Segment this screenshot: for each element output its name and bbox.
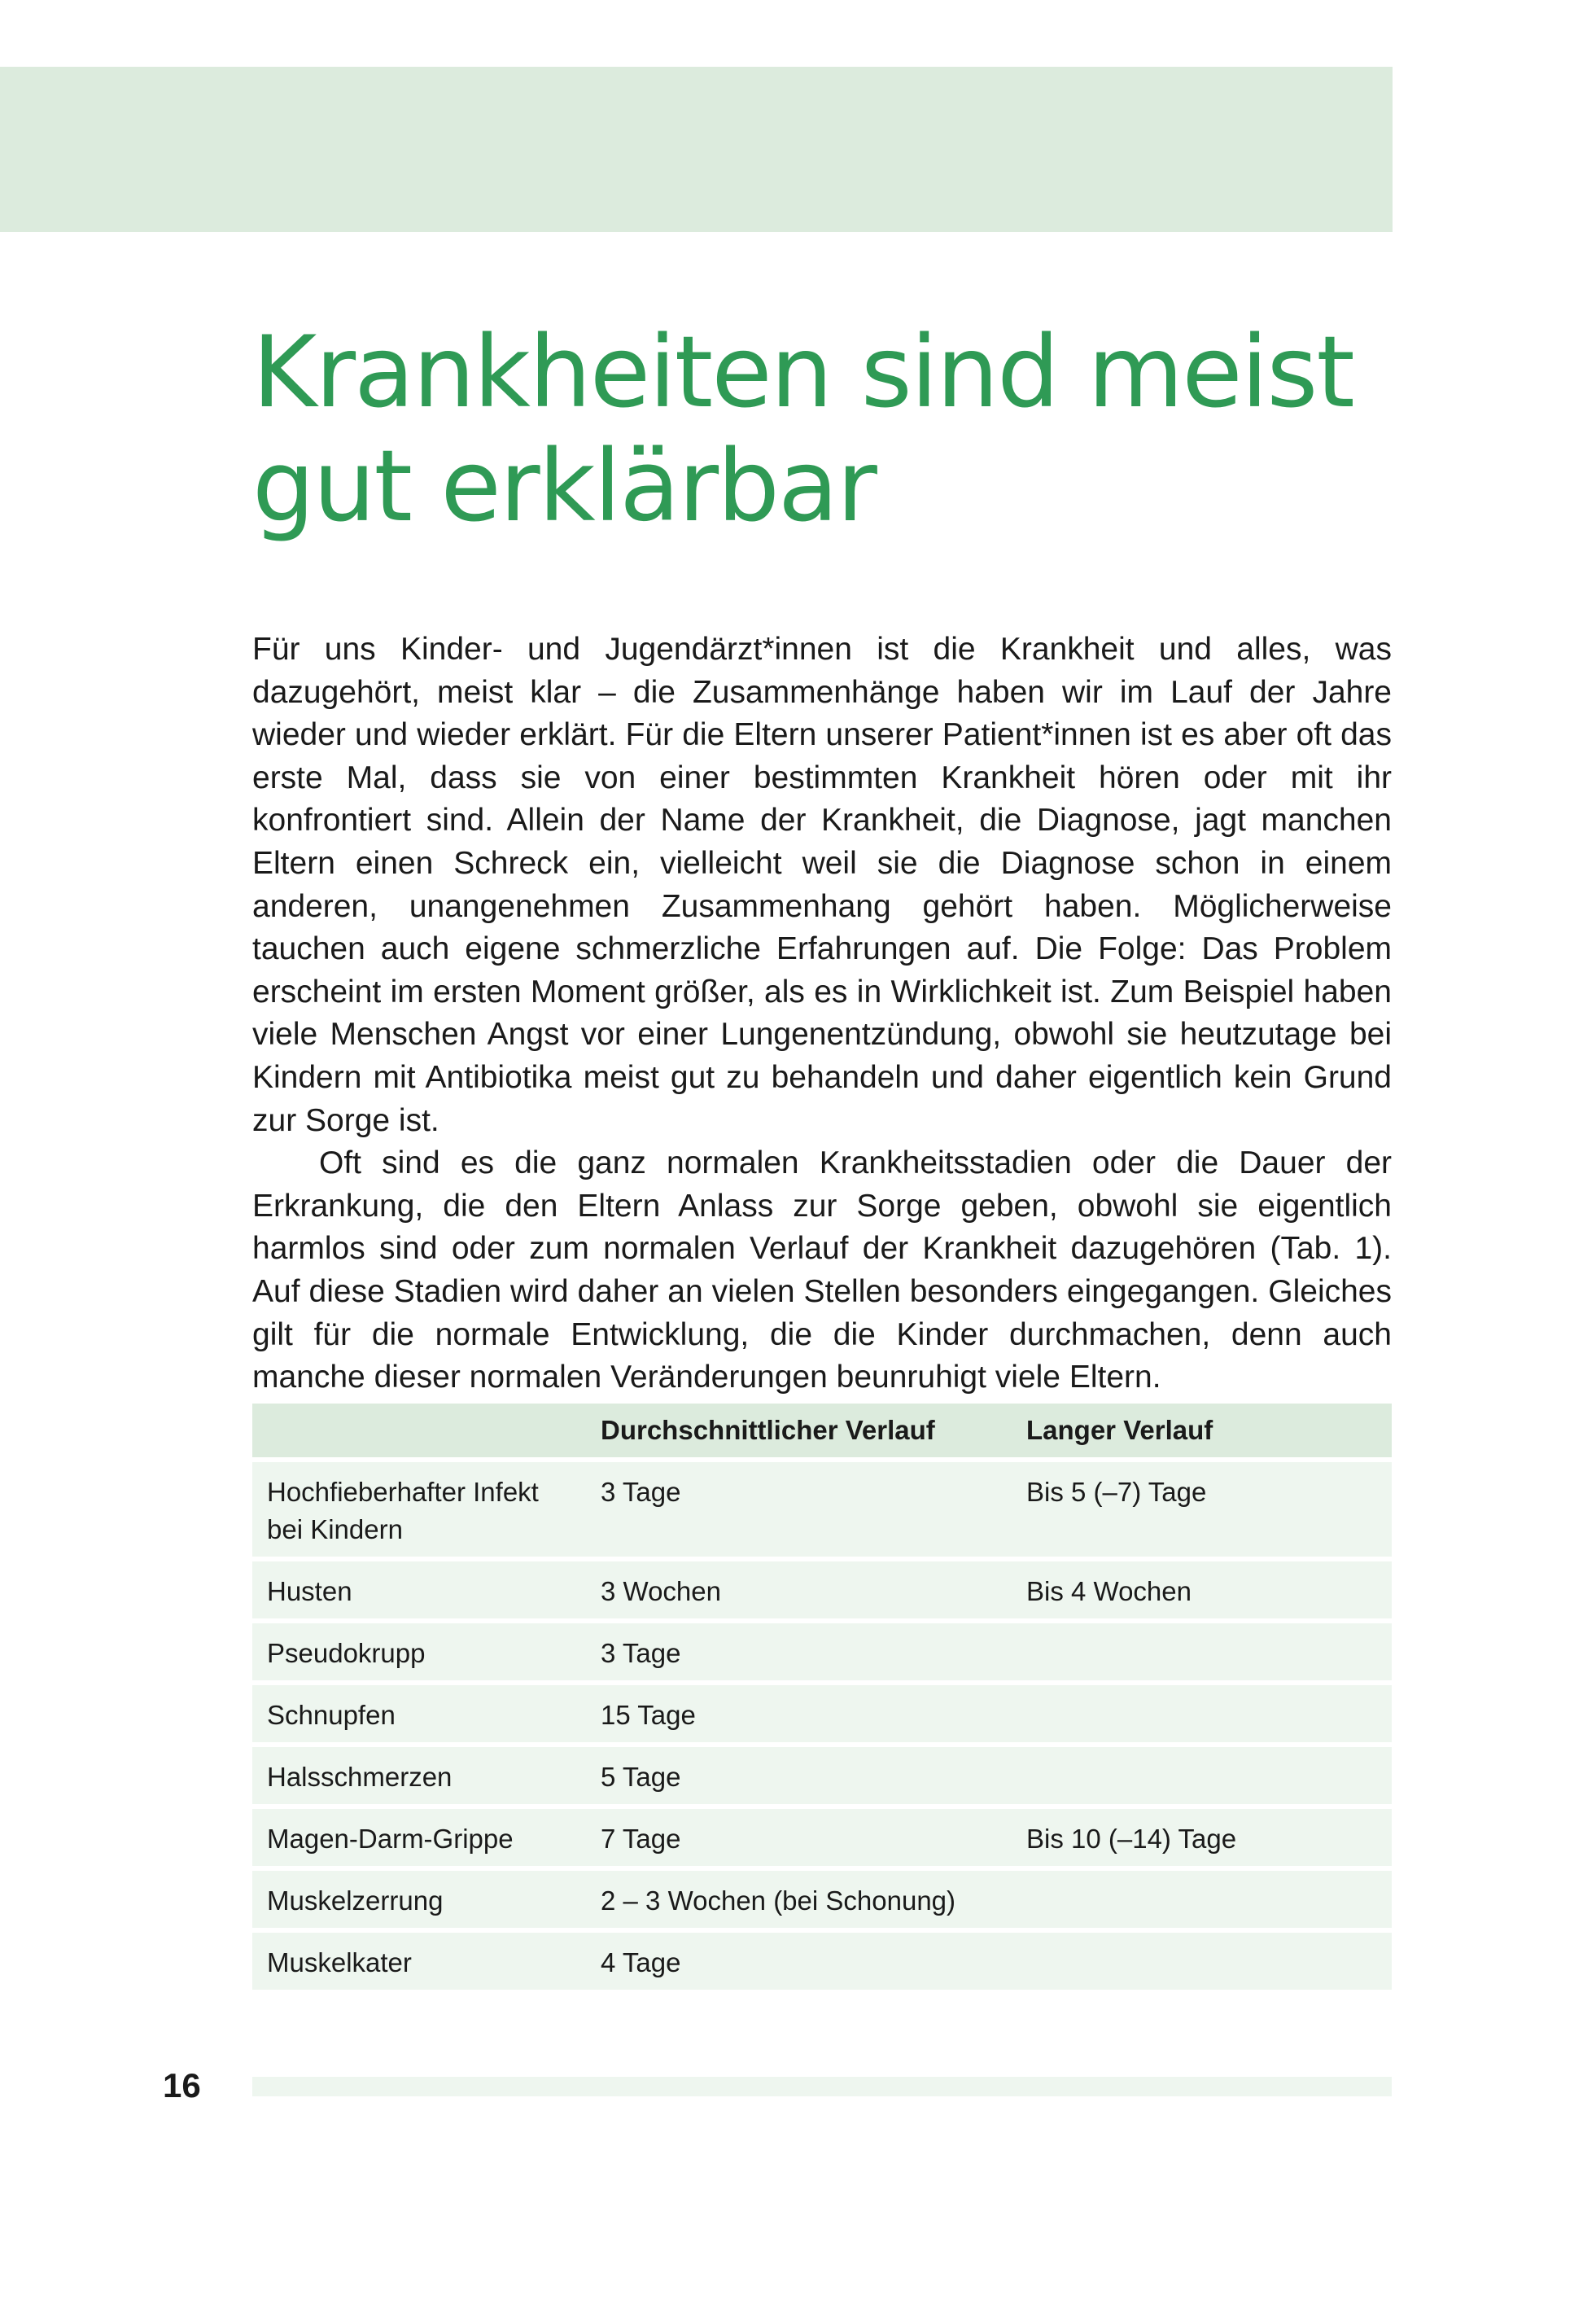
table-cell-illness: Hochfieberhafter Infekt bei Kindern <box>252 1462 586 1557</box>
table-cell-average: 7 Tage <box>586 1809 1012 1866</box>
table-row <box>252 1747 1392 1804</box>
table-cell-illness: Magen-Darm-Grippe <box>252 1809 586 1866</box>
table-row <box>252 1623 1392 1680</box>
table-cell-illness: Muskelkater <box>252 1933 586 1990</box>
table-cell-average: 3 Tage <box>586 1462 1012 1557</box>
table-cell-long <box>1012 1871 1392 1928</box>
page-title <box>252 316 1392 544</box>
table-cell-average: 5 Tage <box>586 1747 1012 1804</box>
table-cell-long <box>1012 1623 1392 1680</box>
footer-bar <box>252 2077 1392 2096</box>
paragraph-2: Oft sind es die ganz normalen Krankheitsstadien oder die Dauer der Erkrankung, die den Eltern Anlass zur Sorge geben, obwohl sie eigentlich harmlos sind oder zum normalen Verlauf der Krankheit dazugehören (Tab. 1). Auf diese Stadien wird daher an vielen Stellen besonders eingegangen. Gleiches gilt für die normale Entwicklung, die die Kinder durchmachen, denn auch manche dieser normalen Veränderungen beunruhigt viele Eltern. <box>252 1145 1392 1395</box>
table-cell-long <box>1012 1747 1392 1804</box>
table-row <box>252 1809 1392 1866</box>
table-cell-illness: Halsschmerzen <box>252 1747 586 1804</box>
table-row <box>252 1685 1392 1742</box>
table-cell-illness: Husten <box>252 1561 586 1618</box>
table-header-illness <box>252 1404 586 1457</box>
table-row <box>252 1462 1392 1557</box>
table-header-long-course: Langer Verlauf <box>1012 1404 1392 1457</box>
table-cell-average: 3 Tage <box>586 1623 1012 1680</box>
page-number: 16 <box>163 2066 201 2104</box>
body-text <box>252 628 1392 1399</box>
page-title-line-2: gut erklärbar <box>252 429 876 544</box>
table-cell-average: 15 Tage <box>586 1685 1012 1742</box>
table-cell-average: 4 Tage <box>586 1933 1012 1990</box>
table-row <box>252 1561 1392 1618</box>
table-cell-long: Bis 4 Wochen <box>1012 1561 1392 1618</box>
table-cell-long <box>1012 1685 1392 1742</box>
paragraph-1: Für uns Kinder- und Jugendärzt*innen ist die Krankheit und alles, was dazugehört, meist klar – die Zusammenhänge haben wir im Lauf der Jahre wieder und wieder erklärt. Für die Eltern unserer Patient*innen ist es aber oft das erste Mal, dass sie von einer bestimmten Krankheit hören oder mit ihr konfrontiert sind. Allein der Name der Krankheit, die Diagnose, jagt manchen Eltern einen Schreck ein, vielleicht weil sie die Diagnose schon in einem anderen, unangenehmen Zusammenhang gehört haben. Möglicherweise tauchen auch eigene schmerzliche Erfahrungen auf. Die Folge: Das Problem erscheint im ersten Moment größer, als es in Wirklichkeit ist. Zum Beispiel haben viele Menschen Angst vor einer Lungenentzündung, obwohl sie heutzutage bei Kindern mit Antibiotika meist gut zu behandeln und daher eigentlich kein Grund zur Sorge ist. <box>252 632 1392 1138</box>
header-band <box>0 67 1393 232</box>
page-title-line-1: Krankheiten sind meist <box>252 315 1353 430</box>
table-cell-illness: Schnupfen <box>252 1685 586 1742</box>
table-cell-long: Bis 5 (–7) Tage <box>1012 1462 1392 1557</box>
table-header-row <box>252 1404 1392 1457</box>
duration-table <box>252 1399 1392 1995</box>
table-header-average-course: Durchschnittlicher Verlauf <box>586 1404 1012 1457</box>
table-cell-average: 2 – 3 Wochen (bei Schonung) <box>586 1871 1012 1928</box>
table-cell-long: Bis 10 (–14) Tage <box>1012 1809 1392 1866</box>
table-row <box>252 1871 1392 1928</box>
table-cell-average: 3 Wochen <box>586 1561 1012 1618</box>
table-row <box>252 1933 1392 1990</box>
table-cell-long <box>1012 1933 1392 1990</box>
table-cell-illness: Muskelzerrung <box>252 1871 586 1928</box>
table-cell-illness: Pseudokrupp <box>252 1623 586 1680</box>
